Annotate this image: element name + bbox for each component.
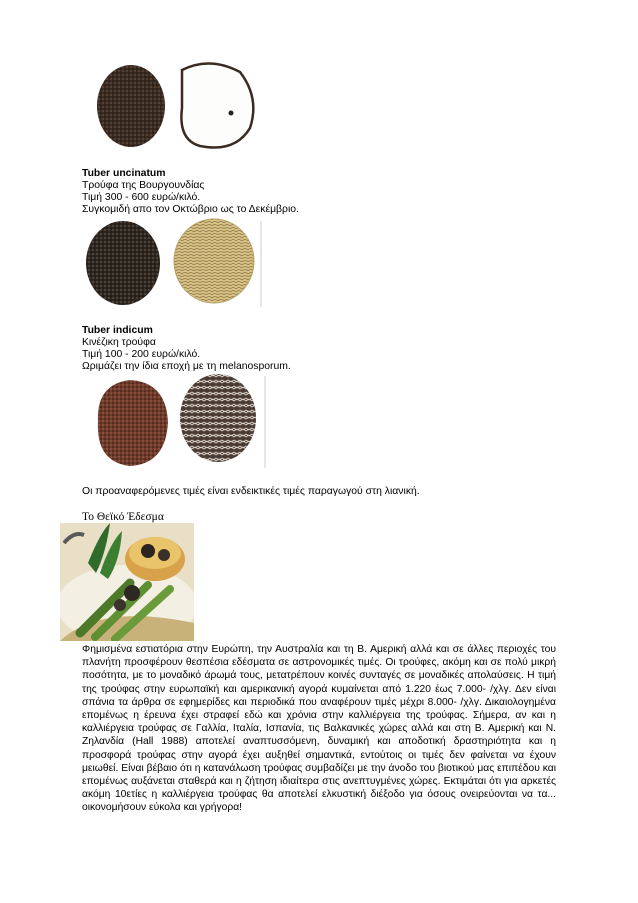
- price-note: Οι προαναφερόμενες τιμές είναι ενδεικτικές τιμές παραγωγού στη λιανική.: [82, 486, 420, 497]
- truffle-photo-top: [90, 58, 260, 154]
- price-uncinatum: Τιμή 300 - 600 ευρώ/κιλό.: [82, 192, 201, 203]
- species-name-indicum: Tuber indicum: [82, 325, 153, 336]
- truffle-dish-photo: [60, 523, 194, 641]
- common-name-indicum: Κινέζικη τρούφα: [82, 337, 156, 348]
- section-heading: Το Θεϊκό Έδεσμα: [82, 511, 164, 523]
- truffle-photo-middle: [80, 217, 265, 309]
- truffle-photo-bottom: [90, 372, 270, 470]
- maturity-indicum: Ωριμάζει την ίδια εποχή με τη melanosporum.: [82, 361, 291, 372]
- harvest-uncinatum: Συγκομιδή απο τον Οκτώβριο ως το Δεκέμβριο.: [82, 204, 299, 215]
- species-name-uncinatum: Tuber uncinatum: [82, 168, 166, 179]
- price-indicum: Τιμή 100 - 200 ευρώ/κιλό.: [82, 349, 201, 360]
- body-paragraph: Φημισμένα εστιατόρια στην Ευρώπη, την Αυστραλία και τη Β. Αμερική αλλά και σε άλλες περιοχές του πλανήτη προσφέρουν θεσπέσια εδέσματα σε αστρονομικές τιμές. Οι τρούφες, ακόμη και σε πολύ μικρή ποσότητα, με το μοναδικό άρωμά τους, μετατρέπουν κοινές συνταγές σε μοναδικές απολαύσεις. Η τιμή της τρούφας στην ευρωπαϊκή και αμερικανική αγορά κυμαίνεται από 1.220 έως 7.000- /χλγ. Δεν είναι σπάνια τα άρθρα σε εφημερίδες και περιοδικά που αναφέρουν τιμές μέχρι 8.000- /χλγ. Δικαιολογημένα επομένως η έρευνα έχει στραφεί εδώ και χρόνια στην καλλιέργεια της τρούφας. Σήμερα, αν και η καλλιέργεια τρούφας σε Γαλλία, Ιταλία, Ισπανία, τις Βαλκανικές χώρες αλλά και στη Β. Αμερική και Ν. Ζηλανδία (Hall 1988) αποτελεί αναπτυσσόμενη, δυναμική και αποδοτική δραστηριότητα και η προσφορά τρούφας στην αγορά έχει αυξηθεί σημαντικά, εντούτοις οι τιμές δεν φαίνεται να έχουν μειωθεί. Είναι βέβαιο ότι η κατανάλωση τρούφας συμβαδίζει με την άνοδο του βιοτικού μας επιπέδου και επομένως αυξάνεται σταθερά και η ζήτηση ιδιαίτερα στις ανεπτυγμένες χώρες. Εκτιμάται ότι για αρκετές ακόμη 10ετίες η καλλιέργεια τρούφας θα αποτελεί ελκυστική διέξοδο για όσους ονειρεύονται να τα... οικονομήσουν εύκολα και γρήγορα!: [82, 644, 556, 814]
- common-name-uncinatum: Τρούφα της Βουργουνδίας: [82, 180, 205, 191]
